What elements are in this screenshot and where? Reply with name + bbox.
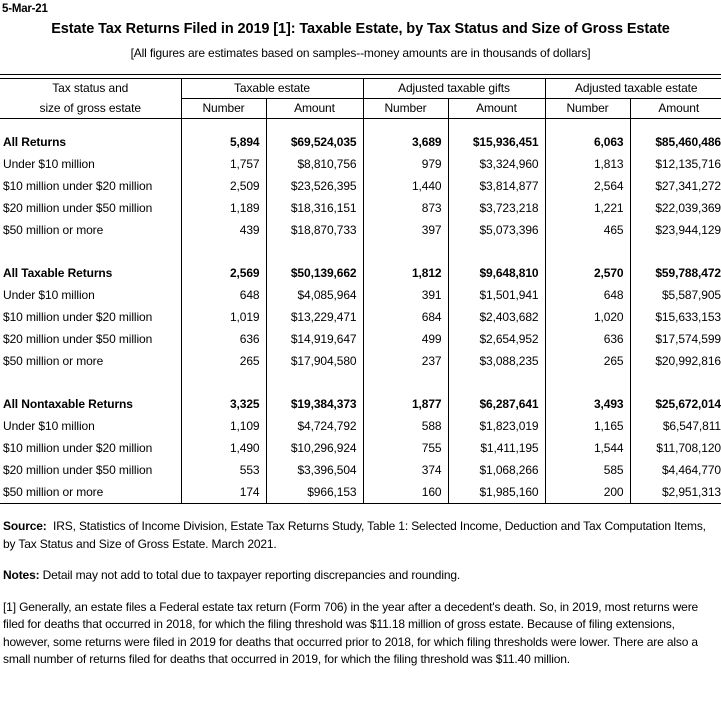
group-header-adjusted-taxable-gifts: Adjusted taxable gifts [363, 79, 545, 99]
table-bottom-rule [0, 504, 721, 505]
section-spacer [0, 241, 721, 262]
table-cell: 3,325 [181, 393, 266, 415]
table-cell: 465 [545, 219, 630, 241]
table-row [0, 481, 721, 504]
table-cell: $1,411,195 [448, 437, 545, 459]
table-cell: 1,440 [363, 175, 448, 197]
table-footer [0, 504, 721, 505]
table-cell: $3,814,877 [448, 175, 545, 197]
table-row [0, 153, 721, 175]
table-cell: $13,229,471 [266, 306, 363, 328]
table-cell: $3,088,235 [448, 350, 545, 372]
table-cell: $12,135,716 [630, 153, 721, 175]
table-cell: 1,544 [545, 437, 630, 459]
row-label: $10 million under $20 million [3, 310, 153, 324]
table-cell: 397 [363, 219, 448, 241]
table-cell: 160 [363, 481, 448, 504]
table-row [0, 328, 721, 350]
row-label: $20 million under $50 million [3, 201, 153, 215]
table-cell: $1,823,019 [448, 415, 545, 437]
table-cell: $9,648,810 [448, 262, 545, 284]
header-row-subs [0, 99, 721, 119]
table-row [0, 393, 721, 415]
table-cell: 5,894 [181, 131, 266, 153]
table-cell: 1,189 [181, 197, 266, 219]
table-cell: 588 [363, 415, 448, 437]
table-row [0, 131, 721, 153]
table-cell: 2,570 [545, 262, 630, 284]
table-cell: $8,810,756 [266, 153, 363, 175]
row-label: $10 million under $20 million [3, 179, 153, 193]
table-row [0, 197, 721, 219]
table-cell: 1,490 [181, 437, 266, 459]
subheader-te-number: Number [181, 99, 266, 119]
row-total-label: All Returns [3, 135, 66, 149]
table-cell: $966,153 [266, 481, 363, 504]
source-label: Source: [3, 519, 47, 533]
subheader-atg-number: Number [363, 99, 448, 119]
table-cell: 6,063 [545, 131, 630, 153]
table-cell: 1,109 [181, 415, 266, 437]
group-header-taxable-estate: Taxable estate [181, 79, 363, 99]
table-cell: $4,724,792 [266, 415, 363, 437]
page-title: Estate Tax Returns Filed in 2019 [1]: Taxable Estate, by Tax Status and Size of Gross Estate [51, 21, 670, 37]
table-cell: 648 [181, 284, 266, 306]
table-cell: 391 [363, 284, 448, 306]
table-cell: 636 [545, 328, 630, 350]
table-cell: $15,936,451 [448, 131, 545, 153]
table-cell: $18,870,733 [266, 219, 363, 241]
table-cell: $20,992,816 [630, 350, 721, 372]
table-row [0, 262, 721, 284]
table-cell: $4,464,770 [630, 459, 721, 481]
table-cell: 374 [363, 459, 448, 481]
table-row [0, 306, 721, 328]
table-top-spacer [0, 119, 721, 132]
table-cell: 174 [181, 481, 266, 504]
table-cell: $6,287,641 [448, 393, 545, 415]
subheader-te-amount: Amount [266, 99, 363, 119]
row-label: $50 million or more [3, 354, 104, 368]
table-row [0, 459, 721, 481]
stub-header-line1: Tax status and [52, 81, 129, 96]
table-cell: 979 [363, 153, 448, 175]
page-subtitle: [All figures are estimates based on samples--money amounts are in thousands of dollars] [130, 46, 591, 60]
table-cell: $25,672,014 [630, 393, 721, 415]
row-label: $50 million or more [3, 485, 104, 499]
table-cell: 1,165 [545, 415, 630, 437]
table-cell: 200 [545, 481, 630, 504]
source-block [3, 518, 715, 553]
subheader-atg-amount: Amount [448, 99, 545, 119]
table-cell: 2,569 [181, 262, 266, 284]
table-row [0, 415, 721, 437]
footnote-1-block [3, 599, 715, 669]
table-cell: 873 [363, 197, 448, 219]
table-cell: $1,068,266 [448, 459, 545, 481]
table-cell: 237 [363, 350, 448, 372]
notes-block [3, 567, 715, 585]
row-label: Under $10 million [3, 419, 95, 433]
table-cell: 553 [181, 459, 266, 481]
table-cell: 3,493 [545, 393, 630, 415]
table-row [0, 219, 721, 241]
notes-text: Detail may not add to total due to taxpayer reporting discrepancies and rounding. [42, 568, 461, 582]
table-cell: 684 [363, 306, 448, 328]
table-cell: $14,919,647 [266, 328, 363, 350]
subheader-ate-number: Number [545, 99, 630, 119]
table-cell: 755 [363, 437, 448, 459]
subheader-ate-amount: Amount [630, 99, 721, 119]
table-cell: $19,384,373 [266, 393, 363, 415]
table-cell: $2,403,682 [448, 306, 545, 328]
row-label: $20 million under $50 million [3, 332, 153, 346]
row-label: $20 million under $50 million [3, 463, 153, 477]
table-cell: 585 [545, 459, 630, 481]
table-cell: $2,951,313 [630, 481, 721, 504]
table-cell: $3,723,218 [448, 197, 545, 219]
table-cell: 439 [181, 219, 266, 241]
table-cell: $23,944,129 [630, 219, 721, 241]
table-row [0, 350, 721, 372]
table-cell: 3,689 [363, 131, 448, 153]
table-cell: $18,316,151 [266, 197, 363, 219]
header-row-groups [0, 79, 721, 99]
date-stamp: 5-Mar-21 [2, 3, 48, 15]
table-cell: $3,324,960 [448, 153, 545, 175]
table-cell: $22,039,369 [630, 197, 721, 219]
table-cell: 1,877 [363, 393, 448, 415]
table-cell: $3,396,504 [266, 459, 363, 481]
estate-tax-table [0, 74, 721, 504]
table-cell: $10,296,924 [266, 437, 363, 459]
table-cell: $5,587,905 [630, 284, 721, 306]
stub-header-line2: size of gross estate [39, 100, 141, 115]
table-cell: $15,633,153 [630, 306, 721, 328]
footnotes-section [0, 518, 721, 669]
table-cell: $11,708,120 [630, 437, 721, 459]
section-spacer [0, 372, 721, 393]
table-cell: $27,341,272 [630, 175, 721, 197]
row-label: Under $10 million [3, 288, 95, 302]
table-row [0, 437, 721, 459]
table-cell: $6,547,811 [630, 415, 721, 437]
row-label: $10 million under $20 million [3, 441, 153, 455]
row-label: Under $10 million [3, 157, 95, 171]
table-cell: $59,788,472 [630, 262, 721, 284]
table-body [0, 119, 721, 504]
source-text: IRS, Statistics of Income Division, Estate Tax Returns Study, Table 1: Selected Income, Deduction and Tax Computation Items, by Tax Status and Size of Gross Estate. March 2021. [3, 519, 706, 551]
table-cell: 636 [181, 328, 266, 350]
table-cell: 1,813 [545, 153, 630, 175]
table-container [0, 74, 721, 504]
table-cell: $2,654,952 [448, 328, 545, 350]
table-cell: 1,757 [181, 153, 266, 175]
table-cell: $4,085,964 [266, 284, 363, 306]
row-total-label: All Taxable Returns [3, 266, 113, 280]
table-cell: $17,574,599 [630, 328, 721, 350]
table-cell: 1,812 [363, 262, 448, 284]
table-cell: 1,221 [545, 197, 630, 219]
table-cell: $23,526,395 [266, 175, 363, 197]
table-cell: 265 [545, 350, 630, 372]
table-cell: 1,020 [545, 306, 630, 328]
group-header-adjusted-taxable-estate: Adjusted taxable estate [545, 79, 721, 99]
table-row [0, 175, 721, 197]
table-cell: $85,460,486 [630, 131, 721, 153]
table-cell: $69,524,035 [266, 131, 363, 153]
table-cell: 2,564 [545, 175, 630, 197]
table-cell: 1,019 [181, 306, 266, 328]
table-cell: 648 [545, 284, 630, 306]
table-cell: 265 [181, 350, 266, 372]
table-cell: $1,985,160 [448, 481, 545, 504]
table-cell: $1,501,941 [448, 284, 545, 306]
table-cell: $5,073,396 [448, 219, 545, 241]
notes-label: Notes: [3, 568, 40, 582]
table-row [0, 284, 721, 306]
row-total-label: All Nontaxable Returns [3, 397, 133, 411]
table-cell: $50,139,662 [266, 262, 363, 284]
table-header [0, 75, 721, 119]
row-label: $50 million or more [3, 223, 104, 237]
footnote-1-text: [1] Generally, an estate files a Federal estate tax return (Form 706) in the year after a decedent's death. So, in 2019, most returns were filed for deaths that occurred in 2018, for which the filing threshold was $11.18 million of gross estate. Because of filing extensions, however, some returns were filed in 2019 for deaths that occurred prior to 2018, for which filing thresholds were lower. There are also a small number of returns filed for deaths that occurred in 2019, for which the filing threshold was $11.40 million. [3, 599, 699, 666]
table-cell: 499 [363, 328, 448, 350]
table-cell: 2,509 [181, 175, 266, 197]
table-cell: $17,904,580 [266, 350, 363, 372]
